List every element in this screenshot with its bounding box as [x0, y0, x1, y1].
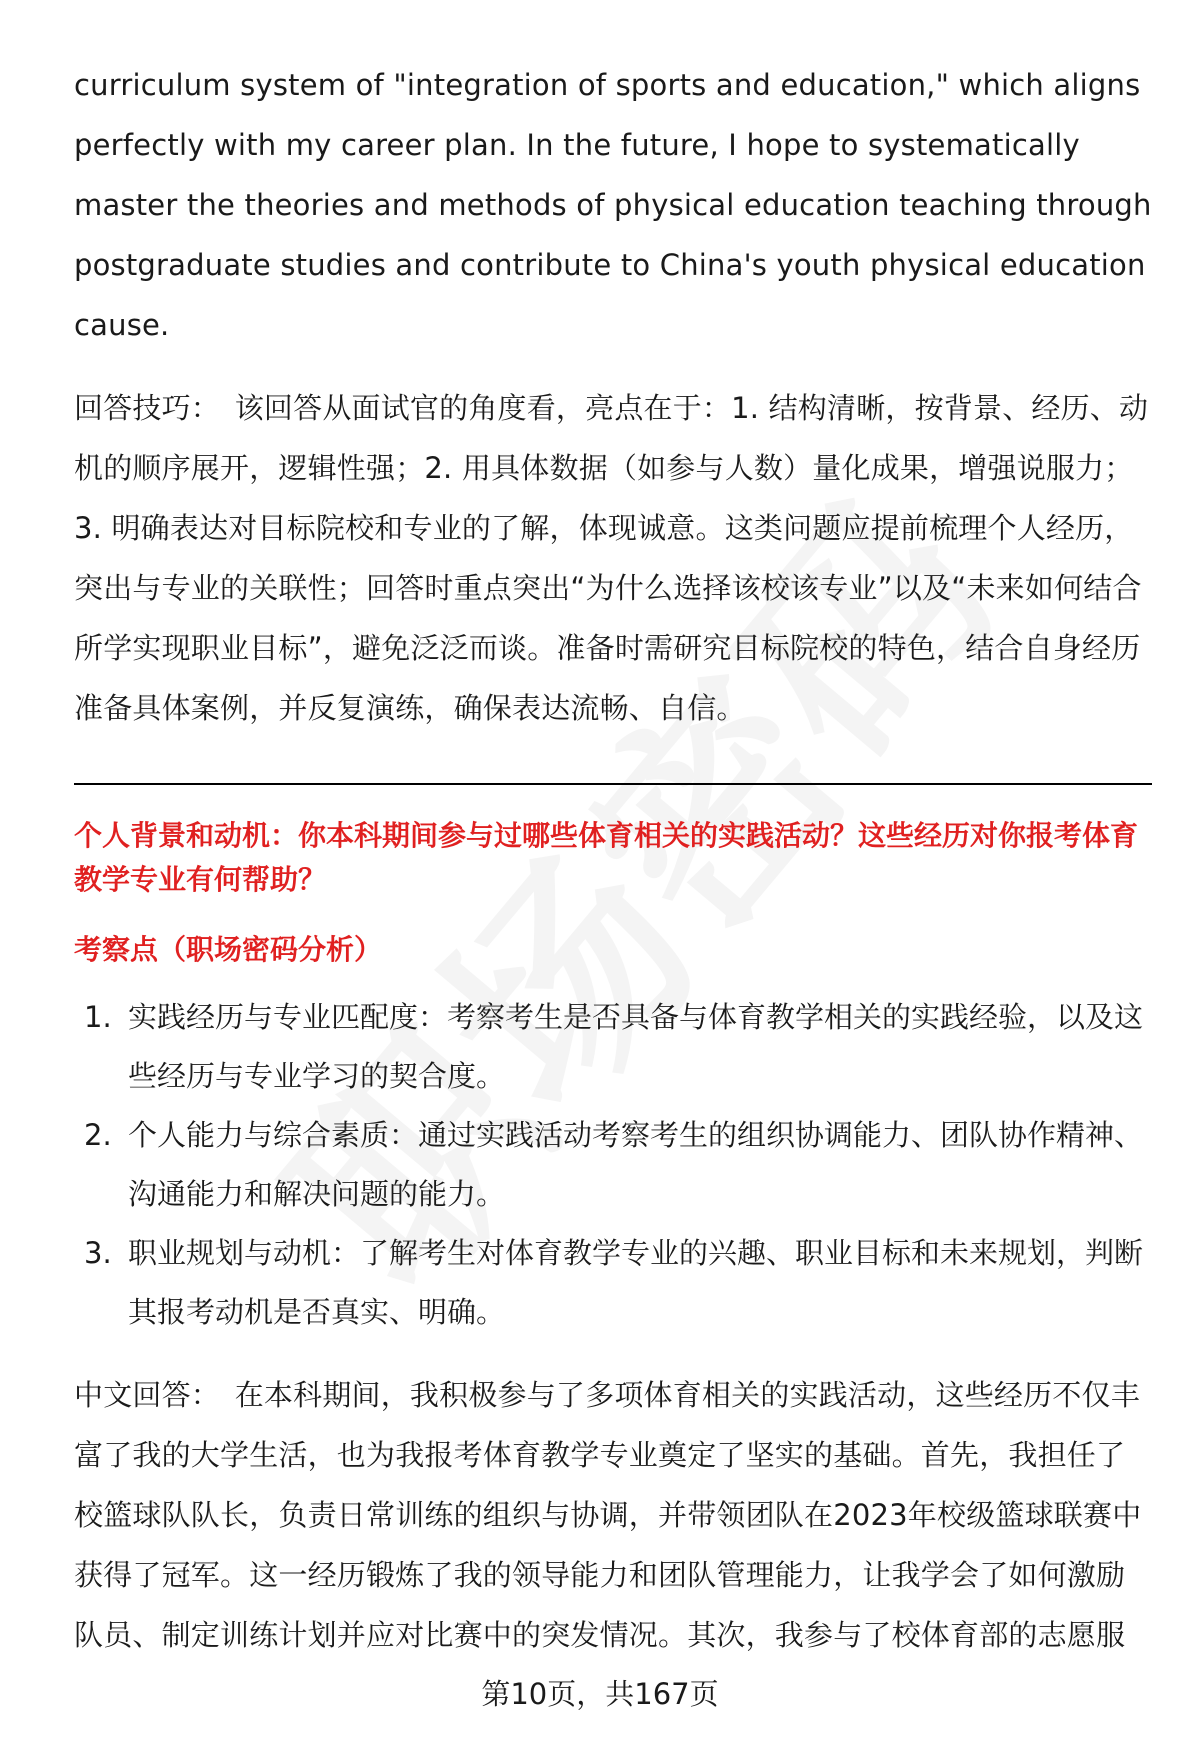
list-item	[74, 988, 1152, 1106]
chinese-answer-label: 中文回答：	[74, 1378, 221, 1412]
page-number-footer: 第10页，共167页	[481, 1677, 719, 1711]
chinese-answer-text: 在本科期间，我积极参与了多项体育相关的实践活动，这些经历不仅丰富了我的大学生活，也为我报考体育教学专业奠定了坚实的基础。首先，我担任了校篮球队队长，负责日常训练的组织与协调，并带领团队在2023年校级篮球联赛中获得了冠军。这一经历锻炼了我的领导能力和团队管理能力，让我学会了如何激励队员、制定训练计划并应对比赛中的突发情况。其次，我参与了校体育部的志愿服	[74, 1378, 1142, 1652]
question-heading: 个人背景和动机：你本科期间参与过哪些体育相关的实践活动？这些经历对你报考体育教学专业有何帮助？	[74, 819, 1139, 896]
list-item-text: 实践经历与专业匹配度：考察考生是否具备与体育教学相关的实践经验，以及这些经历与专业学习的契合度。	[128, 1000, 1144, 1093]
list-item-text: 个人能力与综合素质：通过实践活动考察考生的组织协调能力、团队协作精神、沟通能力和解决问题的能力。	[128, 1118, 1144, 1211]
section-divider	[74, 783, 1152, 785]
list-item-number: 2.	[84, 1118, 112, 1152]
list-item-number: 3.	[84, 1236, 112, 1270]
list-item-number: 1.	[84, 1000, 112, 1034]
page-content	[74, 55, 1152, 1665]
assessment-heading: 考察点（职场密码分析）	[74, 933, 383, 966]
tips-paragraph	[74, 378, 1152, 738]
list-item	[74, 1106, 1152, 1224]
list-item	[74, 1224, 1152, 1342]
assessment-list	[74, 988, 1152, 1342]
list-item-text: 职业规划与动机：了解考生对体育教学专业的兴趣、职业目标和未来规划，判断其报考动机是否真实、明确。	[128, 1236, 1144, 1329]
tips-text: 该回答从面试官的角度看，亮点在于：1. 结构清晰，按背景、经历、动机的顺序展开，逻辑性强；2. 用具体数据（如参与人数）量化成果，增强说服力；3. 明确表达对目标院校和专业的了解，体现诚意。这类问题应提前梳理个人经历，突出与专业的关联性；回答时重点突出“为什么选择该校该专业”以及“未来如何结合所学实现职业目标”，避免泛泛而谈。准备时需研究目标院校的特色，结合自身经历准备具体案例，并反复演练，确保表达流畅、自信。	[74, 391, 1149, 725]
tips-label: 回答技巧：	[74, 391, 221, 425]
chinese-answer-paragraph	[74, 1365, 1152, 1665]
english-answer-paragraph: curriculum system of "integration of sports and education," which aligns perfectly with my career plan. In the future, I hope to systematically master the theories and methods of physical education teaching through postgraduate studies and contribute to China's youth physical education cause.	[74, 68, 1152, 342]
